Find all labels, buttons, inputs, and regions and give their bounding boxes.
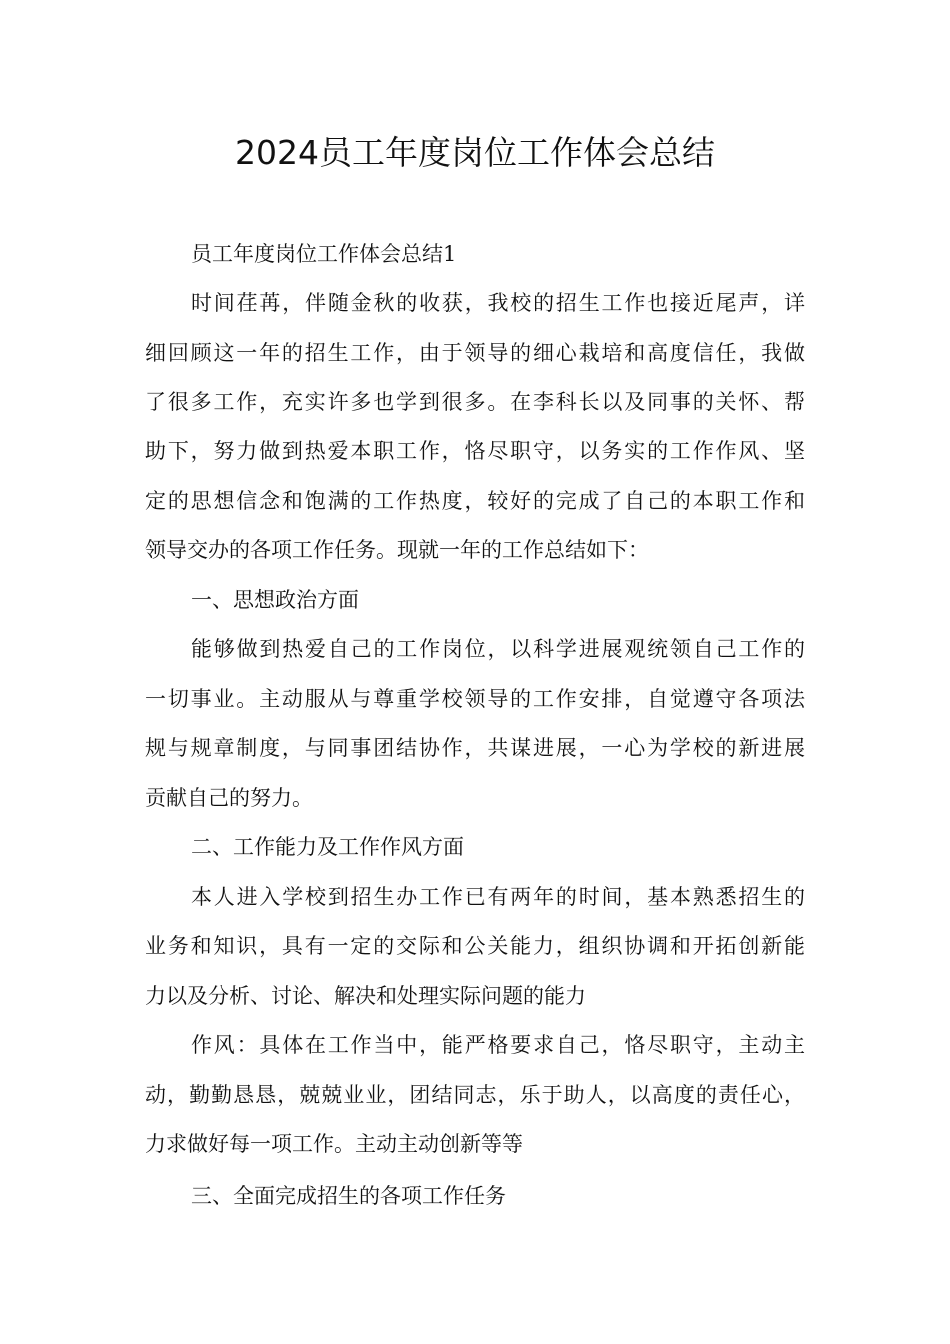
paragraph-line: 力以及分析、讨论、解决和处理实际问题的能力 <box>145 984 586 1008</box>
paragraph-line: 作风：具体在工作当中，能严格要求自己，恪尽职守，主动主 <box>191 1033 805 1057</box>
section-heading: 三、全面完成招生的各项工作任务 <box>191 1184 506 1208</box>
paragraph-line: 了很多工作，充实许多也学到很多。在李科长以及同事的关怀、帮 <box>145 390 805 414</box>
paragraph-line: 贡献自己的努力。 <box>145 786 313 810</box>
section-heading: 二、工作能力及工作作风方面 <box>191 835 464 859</box>
paragraph-line: 业务和知识，具有一定的交际和公关能力，组织协调和开拓创新能 <box>145 934 805 958</box>
paragraph-line: 动，勤勤恳恳，兢兢业业，团结同志，乐于助人，以高度的责任心， <box>145 1083 805 1107</box>
paragraph-line: 一切事业。主动服从与尊重学校领导的工作安排，自觉遵守各项法 <box>145 687 805 711</box>
subtitle-line: 员工年度岗位工作体会总结1 <box>191 242 457 266</box>
paragraph-line: 细回顾这一年的招生工作，由于领导的细心栽培和高度信任，我做 <box>145 341 805 365</box>
document-title: 2024员工年度岗位工作体会总结 <box>235 133 715 172</box>
paragraph-line: 时间荏苒，伴随金秋的收获，我校的招生工作也接近尾声，详 <box>191 291 805 315</box>
paragraph-line: 力求做好每一项工作。主动主动创新等等 <box>145 1132 523 1156</box>
paragraph-line: 助下，努力做到热爱本职工作，恪尽职守，以务实的工作作风、坚 <box>145 439 805 463</box>
paragraph-line: 规与规章制度，与同事团结协作，共谋进展，一心为学校的新进展 <box>145 736 805 760</box>
paragraph-line: 定的思想信念和饱满的工作热度，较好的完成了自己的本职工作和 <box>145 489 805 513</box>
paragraph-line: 本人进入学校到招生办工作已有两年的时间，基本熟悉招生的 <box>191 885 805 909</box>
paragraph-line: 领导交办的各项工作任务。现就一年的工作总结如下： <box>145 538 649 562</box>
section-heading: 一、思想政治方面 <box>191 588 359 612</box>
paragraph-line: 能够做到热爱自己的工作岗位，以科学进展观统领自己工作的 <box>191 637 805 661</box>
